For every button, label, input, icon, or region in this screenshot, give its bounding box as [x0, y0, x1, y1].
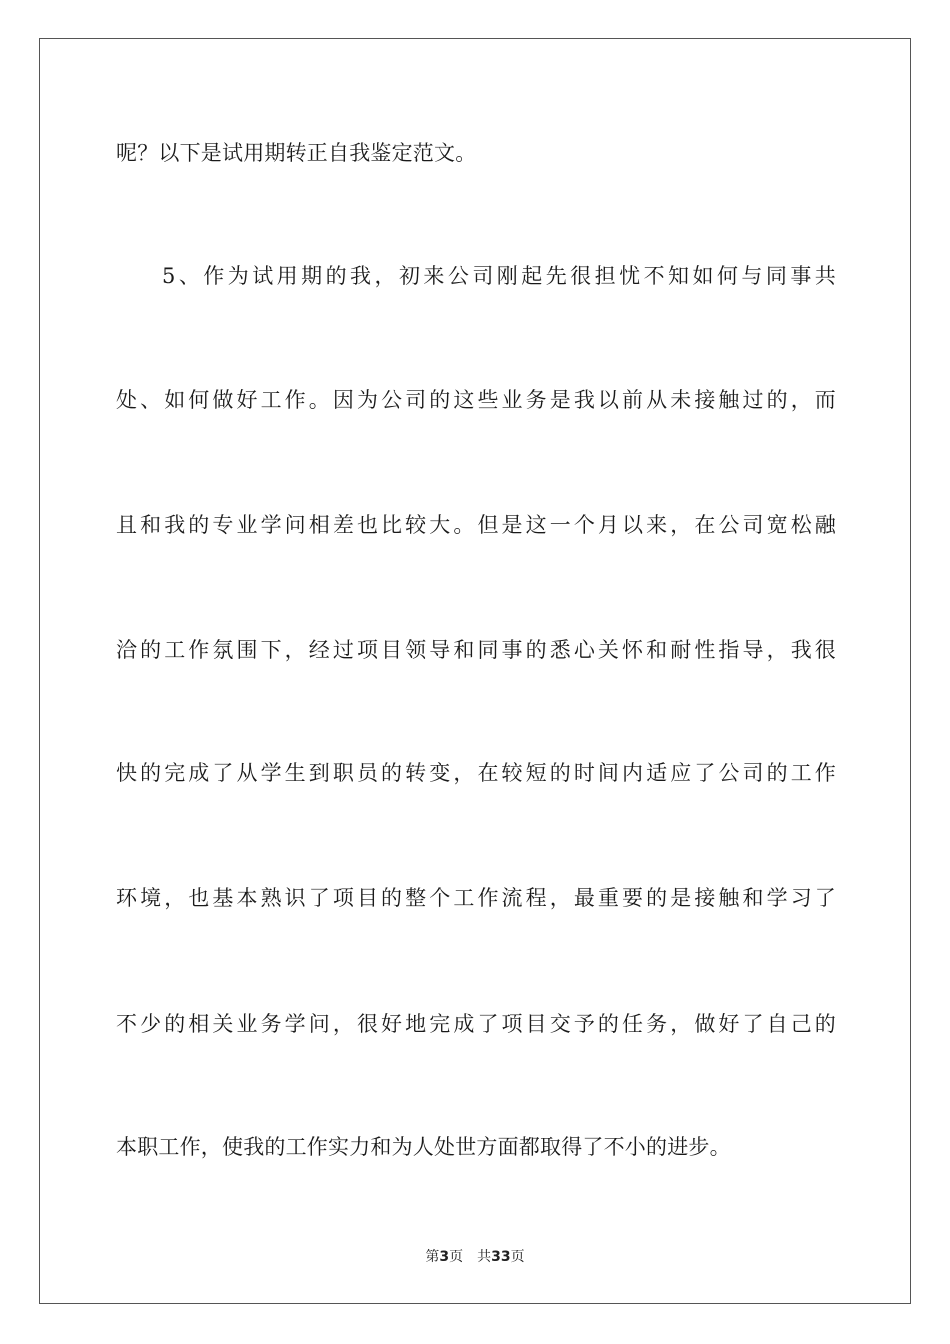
total-prefix: 共 — [477, 1249, 492, 1265]
page-unit: 页 — [449, 1249, 464, 1265]
text-line-9: 本职工作，使我的工作实力和为人处世方面都取得了不小的进步。 — [116, 1135, 731, 1159]
text-line-2: 5、作为试用期的我，初来公司刚起先很担忧不知如何与同事共 — [162, 264, 836, 288]
text-line-3: 处、如何做好工作。因为公司的这些业务是我以前从未接触过的，而 — [116, 388, 836, 412]
text-line-8: 不少的相关业务学问，很好地完成了项目交予的任务，做好了自己的 — [116, 1012, 836, 1036]
text-line-1: 呢？以下是试用期转正自我鉴定范文。 — [116, 141, 477, 165]
text-line-4: 且和我的专业学问相差也比较大。但是这一个月以来，在公司宽松融 — [116, 513, 836, 537]
page-current: 3 — [439, 1249, 450, 1265]
page-footer — [0, 1248, 950, 1266]
total-unit: 页 — [510, 1249, 525, 1265]
page-total: 33 — [491, 1249, 511, 1265]
text-line-5: 洽的工作氛围下，经过项目领导和同事的悉心关怀和耐性指导，我很 — [116, 638, 836, 662]
page-prefix: 第 — [425, 1249, 440, 1265]
page-frame — [39, 38, 911, 1304]
text-line-6: 快的完成了从学生到职员的转变，在较短的时间内适应了公司的工作 — [116, 761, 836, 785]
text-line-7: 环境，也基本熟识了项目的整个工作流程，最重要的是接触和学习了 — [116, 886, 836, 910]
